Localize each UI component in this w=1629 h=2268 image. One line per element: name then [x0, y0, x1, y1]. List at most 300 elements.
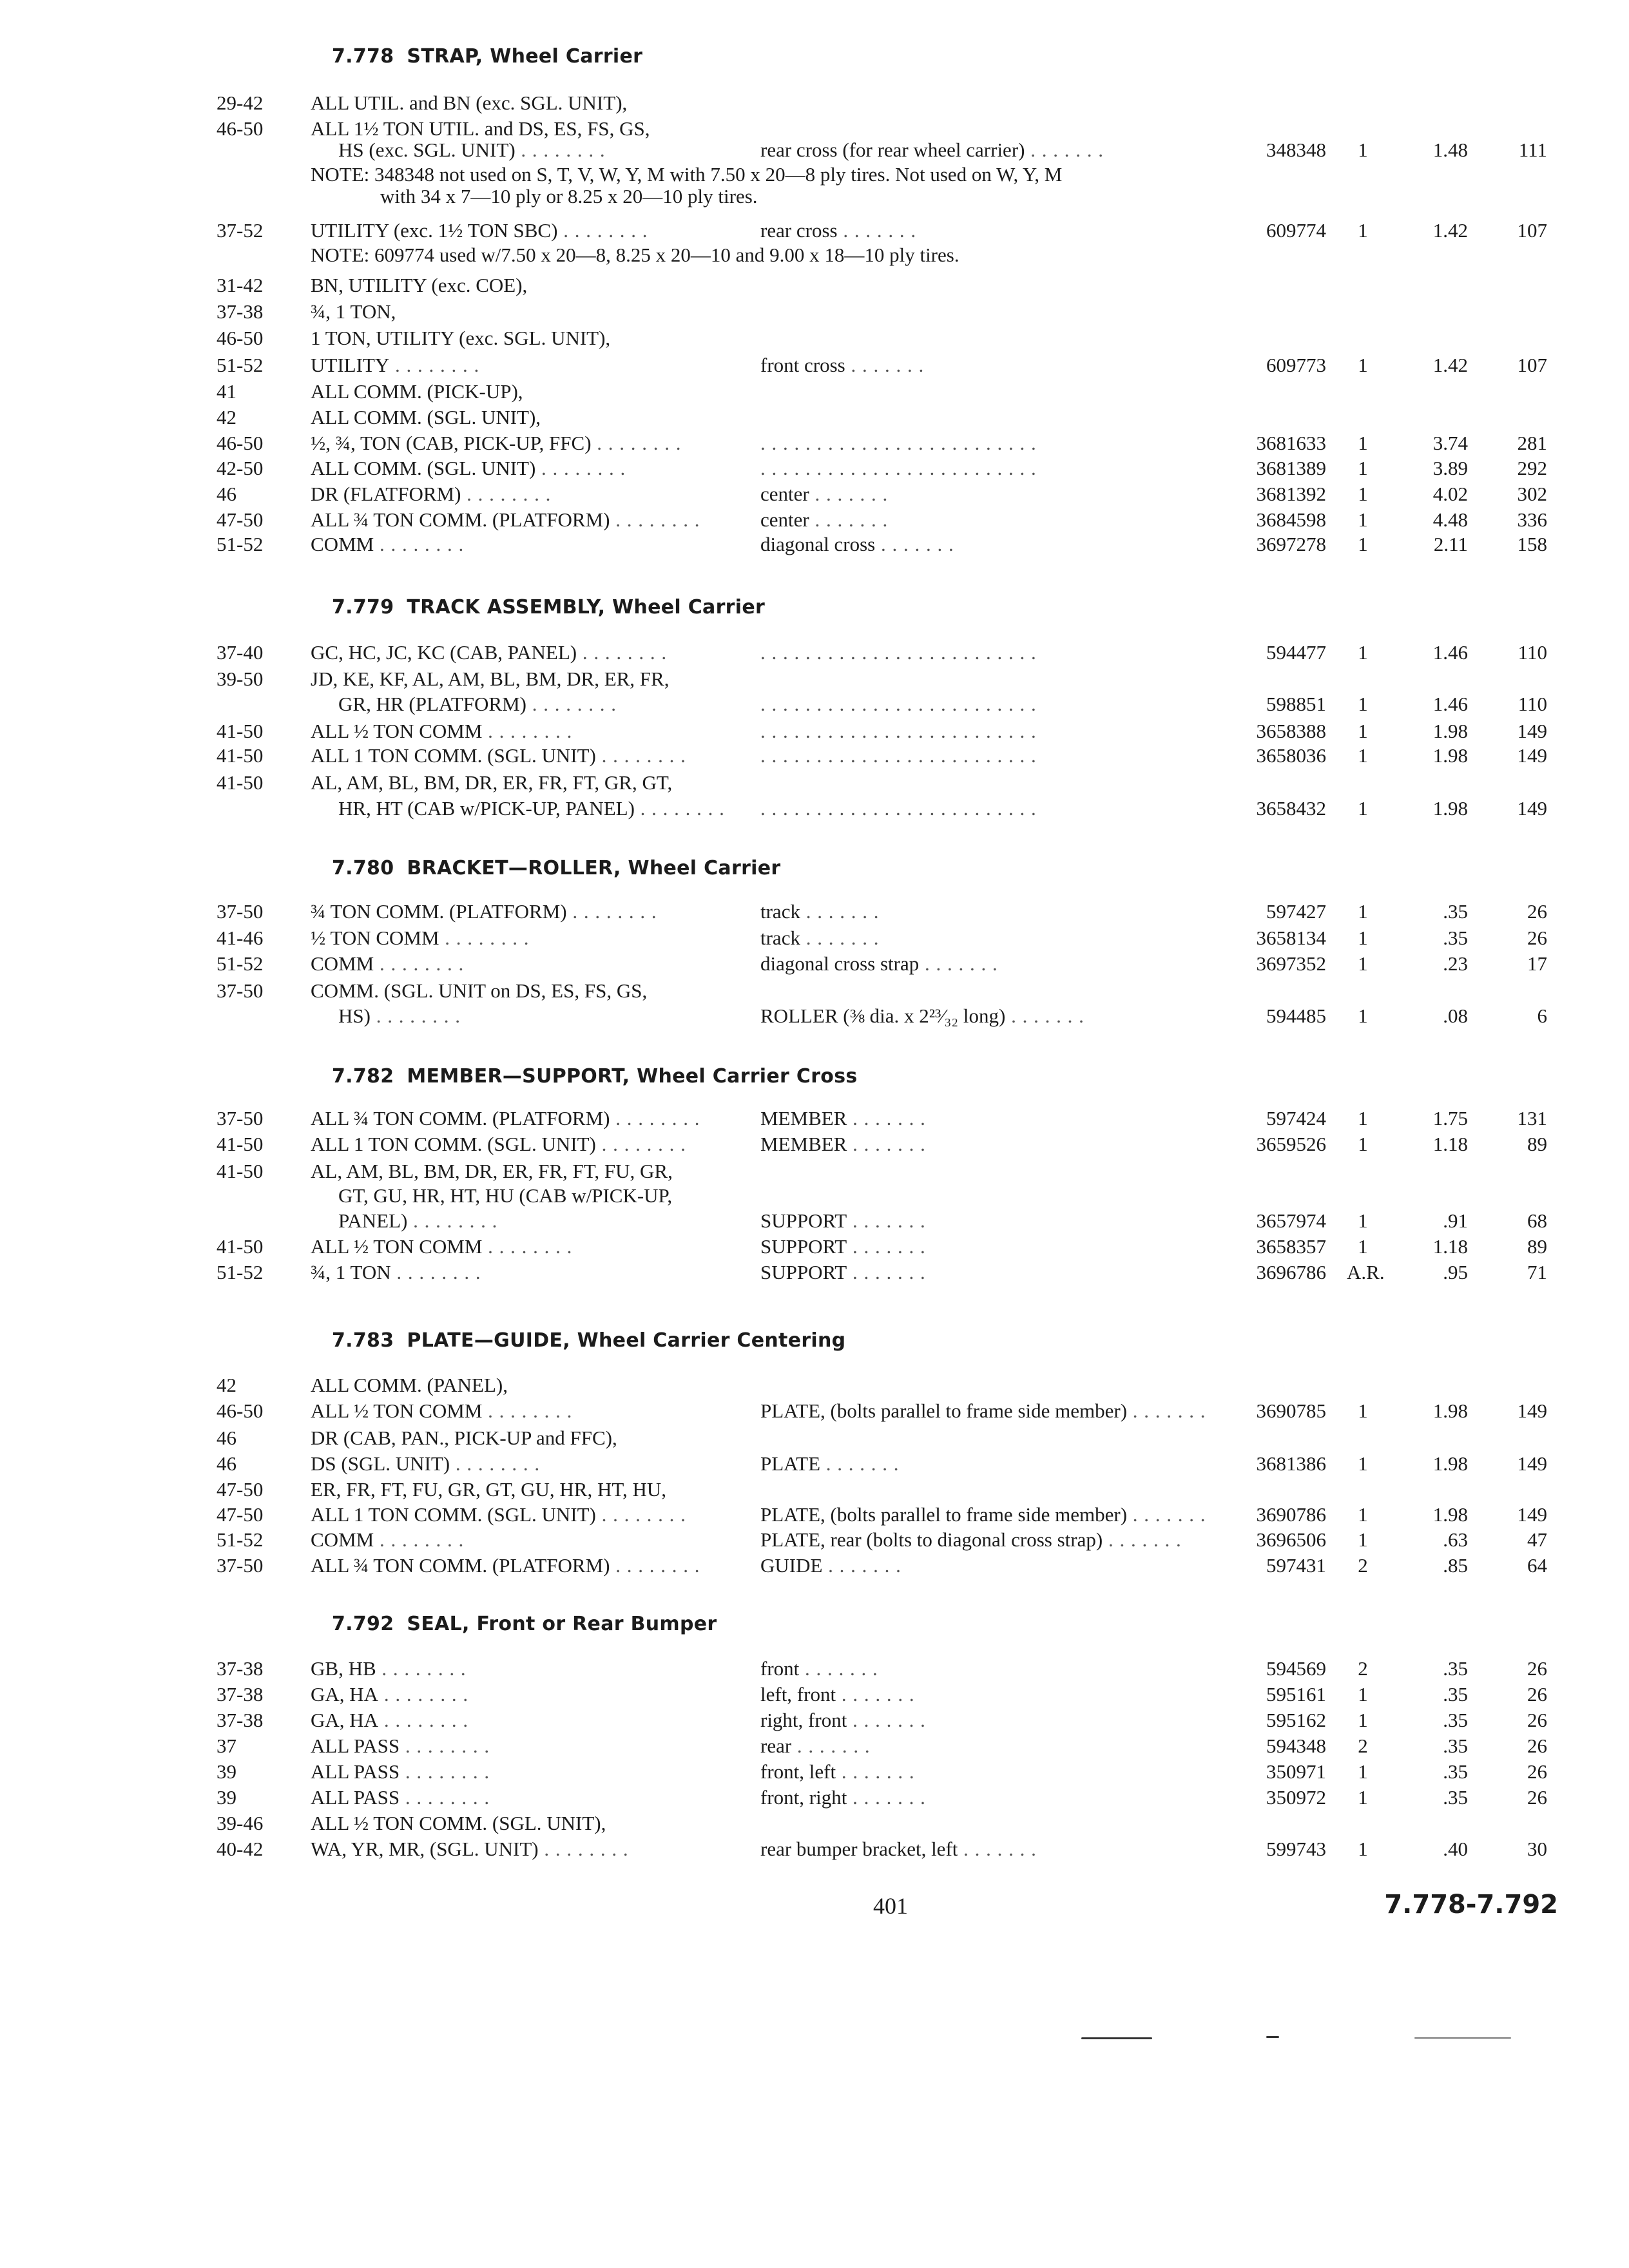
year-range: 37-50	[217, 979, 264, 1002]
shipping-weight: 149	[1517, 1399, 1547, 1422]
part-description	[760, 483, 888, 506]
part-number: 3697352	[1256, 952, 1326, 975]
part-number: 594569	[1266, 1657, 1326, 1680]
shipping-weight: 149	[1517, 720, 1547, 742]
leader-dots: . . . . . . .	[919, 952, 998, 975]
leader-dots: . . . . . . . .	[378, 1709, 469, 1731]
leader-dots: . . . . . . . .	[610, 1107, 700, 1129]
leader-dots: . . . . . . . .	[390, 1261, 481, 1283]
list-price: .35	[1443, 900, 1468, 923]
parts-row	[0, 952, 1629, 978]
leader-dots: . . . . . . . .	[374, 1528, 465, 1551]
note-text: with 34 x 7—10 ply or 8.25 x 20—10 ply tires.	[380, 185, 758, 207]
leader-dots: . . . . . . . .	[400, 1786, 490, 1809]
shipping-weight: 292	[1517, 457, 1547, 479]
model-description: ALL 1 TON COMM. (SGL. UNIT) . . . . . . . .	[311, 744, 686, 767]
part-description-text: front, right	[760, 1786, 847, 1809]
quantity: 1	[1358, 693, 1368, 715]
part-description	[760, 1503, 1206, 1526]
model-description: HS (exc. SGL. UNIT) . . . . . . . .	[338, 139, 606, 161]
section-heading	[332, 45, 642, 68]
quantity: 1	[1358, 508, 1368, 531]
parts-row	[0, 1261, 1629, 1287]
part-number: 594485	[1266, 1004, 1326, 1027]
leader-dots: . . . . . . .	[847, 1107, 926, 1129]
model-description: ¾, 1 TON,	[311, 300, 396, 323]
leader-dots: . . . . . . . .	[591, 432, 682, 454]
list-price: .35	[1443, 1786, 1468, 1809]
leader-dots: . . . . . . . .	[370, 1004, 461, 1027]
leader-dots: . . . . . . . .	[482, 1399, 573, 1422]
part-number: 597427	[1266, 900, 1326, 923]
list-price: .63	[1443, 1528, 1468, 1551]
list-price: 1.46	[1432, 693, 1468, 715]
shipping-weight: 107	[1517, 219, 1547, 242]
model-description: ALL COMM. (SGL. UNIT),	[311, 406, 541, 428]
note-text: NOTE: 348348 not used on S, T, V, W, Y, M with 7.50 x 20—8 ply tires. Not used on W, Y, M	[311, 163, 1063, 186]
part-number: 3696786	[1256, 1261, 1326, 1283]
part-description-text: PLATE	[760, 1452, 820, 1475]
model-description: UTILITY . . . . . . . .	[311, 354, 480, 376]
part-description	[760, 1107, 926, 1130]
leader-dots: . . . . . . . .	[566, 900, 657, 923]
year-range: 37	[217, 1735, 236, 1757]
leader-dots: . . . . . . . .	[515, 139, 606, 161]
part-description	[760, 952, 998, 975]
leader-dots: . . . . . . .	[958, 1838, 1037, 1860]
part-description-text: MEMBER	[760, 1133, 847, 1155]
part-number: 3658388	[1256, 720, 1326, 742]
year-range: 39	[217, 1786, 236, 1809]
parts-row	[0, 797, 1629, 823]
part-number: 3659526	[1256, 1133, 1326, 1155]
year-range: 51-52	[217, 1528, 264, 1551]
leader-dots: . . . . . . .	[847, 1209, 926, 1232]
list-price: 1.42	[1432, 354, 1468, 376]
list-price: 1.98	[1432, 1503, 1468, 1526]
part-number: 597431	[1266, 1554, 1326, 1577]
part-description-text: front, left	[760, 1760, 836, 1783]
quantity: 1	[1358, 1503, 1368, 1526]
list-price: 1.98	[1432, 797, 1468, 820]
leader-dots: . . . . . . . .	[526, 693, 617, 715]
quantity: 2	[1358, 1735, 1368, 1757]
part-number: 3658036	[1256, 744, 1326, 767]
shipping-weight: 68	[1527, 1209, 1547, 1232]
leader-dots: . . . . . . . .	[535, 457, 626, 479]
part-number: 3684598	[1256, 508, 1326, 531]
part-number: 350972	[1266, 1786, 1326, 1809]
part-description	[760, 1452, 900, 1475]
part-number: 3697278	[1256, 533, 1326, 555]
leader-dots: . . . . . . .	[809, 508, 889, 531]
part-description	[760, 1209, 926, 1233]
scan-mark	[1081, 2037, 1152, 2039]
part-description-text: PLATE, (bolts parallel to frame side member)	[760, 1399, 1128, 1422]
section-title: TRACK ASSEMBLY, Wheel Carrier	[407, 596, 766, 619]
list-price: 1.18	[1432, 1235, 1468, 1258]
shipping-weight: 64	[1527, 1554, 1547, 1577]
shipping-weight: 26	[1527, 1760, 1547, 1783]
leader-dots: . . . . . . . .	[378, 1683, 469, 1706]
shipping-weight: 26	[1527, 1786, 1547, 1809]
quantity: 1	[1358, 952, 1368, 975]
leader-dots: . . . . . . .	[1005, 1004, 1084, 1027]
page-number: 401	[873, 1893, 908, 1919]
quantity: 1	[1358, 1786, 1368, 1809]
list-price: .95	[1443, 1261, 1468, 1283]
section-number: 7.783	[332, 1329, 394, 1352]
year-range: 51-52	[217, 952, 264, 975]
year-range: 51-52	[217, 533, 264, 555]
quantity: A.R.	[1347, 1261, 1385, 1283]
shipping-weight: 6	[1537, 1004, 1547, 1027]
model-description: ALL PASS . . . . . . . .	[311, 1786, 490, 1809]
part-number: 350971	[1266, 1760, 1326, 1783]
list-price: .35	[1443, 1657, 1468, 1680]
parts-row	[0, 1452, 1629, 1478]
parts-row	[0, 483, 1629, 508]
parts-row	[0, 327, 1629, 352]
parts-row	[0, 1735, 1629, 1760]
parts-row	[0, 139, 1629, 164]
part-description	[760, 641, 1037, 664]
parts-row	[0, 274, 1629, 300]
part-number: 3690786	[1256, 1503, 1326, 1526]
part-number: 3658432	[1256, 797, 1326, 820]
year-range: 46-50	[217, 117, 264, 140]
leader-dots: . . . . . . .	[820, 1452, 900, 1475]
part-description-text: rear cross (for rear wheel carrier)	[760, 139, 1025, 161]
year-range: 46	[217, 1427, 236, 1449]
shipping-weight: 110	[1518, 641, 1547, 664]
shipping-weight: 110	[1518, 693, 1547, 715]
model-description: PANEL) . . . . . . . .	[338, 1209, 498, 1232]
part-description-text: rear bumper bracket, left	[760, 1838, 958, 1860]
parts-row	[0, 533, 1629, 559]
model-description: COMM . . . . . . . .	[311, 533, 465, 555]
section-heading	[332, 857, 780, 879]
part-number: 595162	[1266, 1709, 1326, 1731]
leader-dots: . . . . . . .	[1127, 1399, 1206, 1422]
part-description	[760, 432, 1037, 455]
part-description	[760, 1760, 915, 1783]
part-description-text: left, front	[760, 1683, 836, 1706]
note-text: NOTE: 609774 used w/7.50 x 20—8, 8.25 x 20—10 and 9.00 x 18—10 ply tires.	[311, 244, 959, 266]
quantity: 1	[1358, 139, 1368, 161]
part-description-text: SUPPORT	[760, 1209, 847, 1232]
shipping-weight: 26	[1527, 900, 1547, 923]
quantity: 1	[1358, 1209, 1368, 1232]
year-range: 46-50	[217, 1399, 264, 1422]
part-number: 599743	[1266, 1838, 1326, 1860]
model-description: ALL ½ TON COMM . . . . . . . .	[311, 1235, 573, 1258]
shipping-weight: 26	[1527, 1735, 1547, 1757]
part-number: 3658357	[1256, 1235, 1326, 1258]
list-price: .91	[1443, 1209, 1468, 1232]
leader-dots: . . . . . . . .	[374, 952, 465, 975]
leader-dots: . . . . . . .	[1127, 1503, 1206, 1526]
leader-dots: . . . . . . . . . . . . . . . . . . . . . . . . .	[760, 457, 1037, 479]
parts-row	[0, 744, 1629, 770]
shipping-weight: 26	[1527, 927, 1547, 949]
list-price: .08	[1443, 1004, 1468, 1027]
shipping-weight: 281	[1517, 432, 1547, 454]
quantity: 1	[1358, 1399, 1368, 1422]
part-number: 3690785	[1256, 1399, 1326, 1422]
part-description	[760, 1261, 926, 1284]
quantity: 1	[1358, 900, 1368, 923]
part-description	[760, 1683, 915, 1706]
year-range: 37-50	[217, 1554, 264, 1577]
year-range: 39-50	[217, 668, 264, 690]
model-description: ALL ¾ TON COMM. (PLATFORM) . . . . . . . .	[311, 508, 700, 531]
year-range: 46	[217, 1452, 236, 1475]
model-description: ALL COMM. (SGL. UNIT) . . . . . . . .	[311, 457, 626, 479]
list-price: 4.02	[1432, 483, 1468, 505]
model-description: GA, HA . . . . . . . .	[311, 1683, 469, 1706]
part-description	[760, 693, 1037, 716]
model-description: ALL UTIL. and BN (exc. SGL. UNIT),	[311, 91, 628, 114]
part-number: 3696506	[1256, 1528, 1326, 1551]
model-description: ALL ½ TON COMM . . . . . . . .	[311, 1399, 573, 1422]
parts-row	[0, 1554, 1629, 1580]
parts-row	[0, 693, 1629, 718]
list-price: .23	[1443, 952, 1468, 975]
part-description-text: SUPPORT	[760, 1261, 847, 1283]
year-range: 42	[217, 1374, 236, 1396]
model-description: GC, HC, JC, KC (CAB, PANEL) . . . . . . . .	[311, 641, 668, 664]
quantity: 1	[1358, 1709, 1368, 1731]
list-price: 1.18	[1432, 1133, 1468, 1155]
leader-dots: . . . . . . . . . . . . . . . . . . . . . . . . .	[760, 693, 1037, 715]
part-description	[760, 139, 1104, 162]
part-description	[760, 1709, 926, 1732]
parts-row	[0, 1838, 1629, 1863]
leader-dots: . . . . . . .	[1103, 1528, 1182, 1551]
quantity: 1	[1358, 1528, 1368, 1551]
quantity: 1	[1358, 927, 1368, 949]
parts-row	[0, 1209, 1629, 1235]
year-range: 37-38	[217, 1709, 264, 1731]
section-heading	[332, 596, 765, 619]
list-price: 1.75	[1432, 1107, 1468, 1129]
part-description-text: PLATE, (bolts parallel to frame side member)	[760, 1503, 1128, 1526]
shipping-weight: 17	[1527, 952, 1547, 975]
part-number: 598851	[1266, 693, 1326, 715]
leader-dots: . . . . . . .	[875, 533, 954, 555]
parts-row	[0, 219, 1629, 245]
scan-mark	[1266, 2036, 1279, 2038]
model-description: AL, AM, BL, BM, DR, ER, FR, FT, GR, GT,	[311, 771, 673, 794]
part-number: 3681386	[1256, 1452, 1326, 1475]
section-title: STRAP, Wheel Carrier	[407, 45, 643, 68]
year-range: 42-50	[217, 457, 264, 479]
part-description-text: track	[760, 927, 800, 949]
model-description: ¾, 1 TON . . . . . . . .	[311, 1261, 481, 1283]
quantity: 1	[1358, 457, 1368, 479]
section-title: MEMBER—SUPPORT, Wheel Carrier Cross	[407, 1065, 858, 1088]
part-description	[760, 927, 879, 950]
leader-dots: . . . . . . . . . . . . . . . . . . . . . . . . .	[760, 432, 1037, 454]
part-description	[760, 797, 1037, 820]
shipping-weight: 149	[1517, 1452, 1547, 1475]
model-description: ALL PASS . . . . . . . .	[311, 1760, 490, 1783]
parts-row	[0, 720, 1629, 745]
list-price: .35	[1443, 1735, 1468, 1757]
part-description	[760, 1528, 1182, 1552]
shipping-weight: 26	[1527, 1683, 1547, 1706]
section-number: 7.782	[332, 1065, 394, 1088]
year-range: 37-50	[217, 1107, 264, 1129]
parts-row	[0, 1478, 1629, 1504]
part-description	[760, 720, 1037, 743]
leader-dots: . . . . . . . .	[400, 1760, 490, 1783]
year-range: 37-40	[217, 641, 264, 664]
part-description-text: track	[760, 900, 800, 923]
model-description: ER, FR, FT, FU, GR, GT, GU, HR, HT, HU,	[311, 1478, 667, 1501]
leader-dots: . . . . . . . .	[374, 533, 465, 555]
leader-dots: . . . . . . . .	[482, 1235, 573, 1258]
leader-dots: . . . . . . . .	[450, 1452, 541, 1475]
list-price: 3.89	[1432, 457, 1468, 479]
shipping-weight: 26	[1527, 1709, 1547, 1731]
quantity: 1	[1358, 1683, 1368, 1706]
model-description: COMM. (SGL. UNIT on DS, ES, FS, GS,	[311, 979, 648, 1002]
list-price: 1.48	[1432, 139, 1468, 161]
list-price: 1.98	[1432, 720, 1468, 742]
list-price: .85	[1443, 1554, 1468, 1577]
year-range: 42	[217, 406, 236, 428]
year-range: 37-38	[217, 1657, 264, 1680]
shipping-weight: 131	[1517, 1107, 1547, 1129]
part-description-text: diagonal cross	[760, 533, 876, 555]
year-range: 46-50	[217, 432, 264, 454]
parts-row	[0, 771, 1629, 797]
leader-dots: . . . . . . . .	[634, 797, 725, 820]
part-description-text: rear cross	[760, 219, 838, 242]
part-description-text: front cross	[760, 354, 845, 376]
parts-row	[0, 508, 1629, 534]
parts-row	[0, 979, 1629, 1005]
part-description	[760, 457, 1037, 480]
shipping-weight: 111	[1518, 139, 1547, 161]
part-description	[760, 1786, 926, 1809]
parts-row	[0, 1812, 1629, 1838]
part-number: 3681633	[1256, 432, 1326, 454]
leader-dots: . . . . . . .	[800, 900, 880, 923]
year-range: 39-46	[217, 1812, 264, 1834]
parts-row	[0, 1683, 1629, 1709]
leader-dots: . . . . . . . .	[577, 641, 668, 664]
quantity: 1	[1358, 533, 1368, 555]
year-range: 41-50	[217, 720, 264, 742]
model-description: DR (FLATFORM) . . . . . . . .	[311, 483, 552, 505]
list-price: .35	[1443, 1709, 1468, 1731]
quantity: 1	[1358, 432, 1368, 454]
parts-row	[0, 91, 1629, 117]
shipping-weight: 30	[1527, 1838, 1547, 1860]
quantity: 1	[1358, 1838, 1368, 1860]
quantity: 1	[1358, 1452, 1368, 1475]
parts-row	[0, 380, 1629, 406]
model-description: ALL ¾ TON COMM. (PLATFORM) . . . . . . . .	[311, 1107, 700, 1129]
leader-dots: . . . . . . . .	[610, 1554, 700, 1577]
leader-dots: . . . . . . .	[837, 219, 917, 242]
part-description	[760, 1235, 926, 1258]
part-description	[760, 1399, 1206, 1423]
year-range: 41-50	[217, 744, 264, 767]
leader-dots: . . . . . . .	[791, 1735, 871, 1757]
parts-row	[0, 1528, 1629, 1554]
part-description-text: GUIDE	[760, 1554, 823, 1577]
shipping-weight: 89	[1527, 1235, 1547, 1258]
leader-dots: . . . . . . . .	[482, 720, 573, 742]
section-heading	[332, 1065, 858, 1088]
year-range: 51-52	[217, 1261, 264, 1283]
parts-row	[0, 1709, 1629, 1735]
quantity: 1	[1358, 1760, 1368, 1783]
parts-row	[0, 354, 1629, 380]
model-description: HR, HT (CAB w/PICK-UP, PANEL) . . . . . . . .	[338, 797, 725, 820]
part-number: 609774	[1266, 219, 1326, 242]
part-description-text: PLATE, rear (bolts to diagonal cross strap)	[760, 1528, 1103, 1551]
section-title: BRACKET—ROLLER, Wheel Carrier	[407, 857, 781, 879]
part-number: 595161	[1266, 1683, 1326, 1706]
part-description-text: right, front	[760, 1709, 847, 1731]
model-description: ALL PASS . . . . . . . .	[311, 1735, 490, 1757]
model-description: ALL 1 TON COMM. (SGL. UNIT) . . . . . . . .	[311, 1503, 686, 1526]
model-description: WA, YR, MR, (SGL. UNIT) . . . . . . . .	[311, 1838, 629, 1860]
section-number: 7.778	[332, 45, 394, 68]
part-description	[760, 1004, 1084, 1028]
year-range: 29-42	[217, 91, 264, 114]
parts-row	[0, 1399, 1629, 1425]
parts-row	[0, 1760, 1629, 1786]
quantity: 1	[1358, 1133, 1368, 1155]
leader-dots: . . . . . . . . . . . . . . . . . . . . . . . . .	[760, 797, 1037, 820]
list-price: 1.42	[1432, 219, 1468, 242]
year-range: 37-38	[217, 300, 264, 323]
scan-mark	[1414, 2037, 1511, 2039]
parts-row	[0, 406, 1629, 432]
section-title: PLATE—GUIDE, Wheel Carrier Centering	[407, 1329, 846, 1352]
leader-dots: . . . . . . .	[822, 1554, 901, 1577]
parts-row	[0, 1004, 1629, 1030]
parts-row	[0, 1503, 1629, 1529]
model-description: COMM . . . . . . . .	[311, 1528, 465, 1551]
year-range: 40-42	[217, 1838, 264, 1860]
list-price: 1.46	[1432, 641, 1468, 664]
leader-dots: . . . . . . .	[847, 1786, 926, 1809]
list-price: .40	[1443, 1838, 1468, 1860]
list-price: 1.98	[1432, 1399, 1468, 1422]
leader-dots: . . . . . . . . . . . . . . . . . . . . . . . . .	[760, 744, 1037, 767]
leader-dots: . . . . . . . .	[595, 744, 686, 767]
year-range: 47-50	[217, 1503, 264, 1526]
model-description: GA, HA . . . . . . . .	[311, 1709, 469, 1731]
part-description	[760, 219, 916, 242]
shipping-weight: 26	[1527, 1657, 1547, 1680]
year-range: 41-50	[217, 1235, 264, 1258]
quantity: 1	[1358, 1004, 1368, 1027]
quantity: 1	[1358, 483, 1368, 505]
leader-dots: . . . . . . .	[799, 1657, 878, 1680]
leader-dots: . . . . . . . . . . . . . . . . . . . . . . . . .	[760, 720, 1037, 742]
part-description	[760, 354, 924, 377]
model-description: COMM . . . . . . . .	[311, 952, 465, 975]
model-description: 1 TON, UTILITY (exc. SGL. UNIT),	[311, 327, 611, 349]
